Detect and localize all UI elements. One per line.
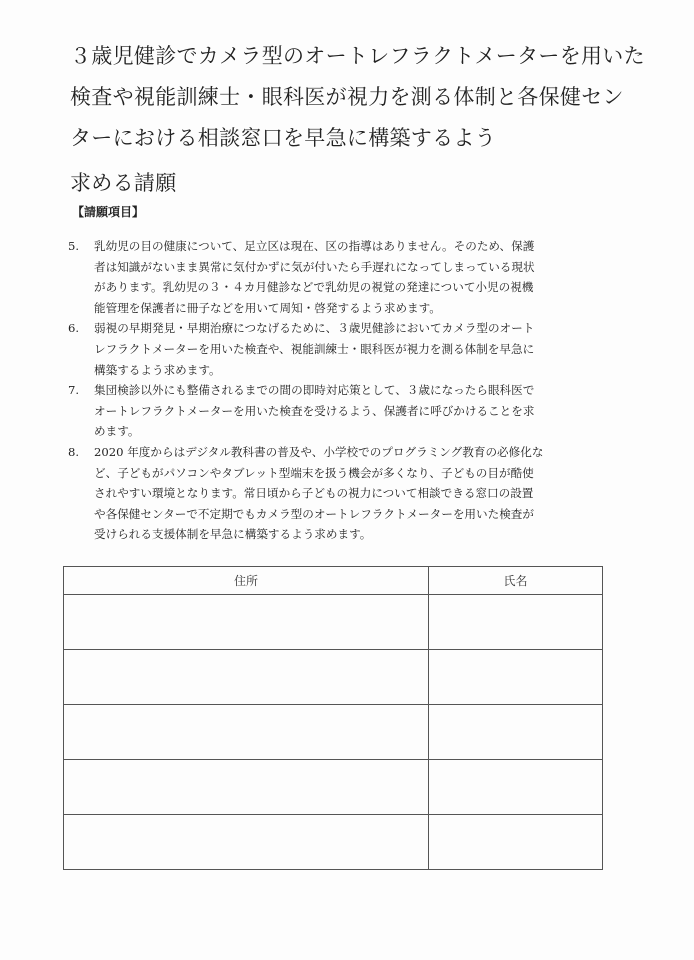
address-cell — [64, 760, 429, 815]
petition-items-list — [68, 236, 628, 545]
title-line: 検査や視能訓練士・眼科医が視力を測る体制と各保健セン — [70, 85, 624, 109]
item-number: 5. — [68, 239, 80, 253]
petition-title — [70, 36, 650, 204]
item-text-line: 構築するよう求めます。 — [94, 362, 221, 377]
address-cell — [64, 595, 429, 650]
name-cell — [428, 650, 602, 705]
petition-item-6 — [68, 318, 628, 380]
item-text-line: めます。 — [94, 424, 140, 439]
signature-row — [64, 760, 603, 815]
signature-row — [64, 650, 603, 705]
item-text-line: 集団検診以外にも整備されるまでの間の即時対応策として、３歳になったら眼科医で — [94, 383, 535, 398]
signature-table-header — [64, 567, 603, 595]
item-text-line: 能管理を保護者に冊子などを用いて周知・啓発するよう求めます。 — [94, 300, 441, 315]
petition-item-5 — [68, 236, 628, 318]
section-label: 【請願項目】 — [72, 205, 145, 219]
item-text-line: オートレフラクトメーターを用いた検査を受けるよう、保護者に呼びかけることを求 — [94, 403, 535, 418]
item-number: 8. — [68, 444, 80, 459]
title-line: ターにおける相談窓口を早急に構築するよう — [70, 126, 496, 150]
name-cell — [428, 595, 602, 650]
item-text-line: 2020 年度からはデジタル教科書の普及や、小学校でのプログラミング教育の必修化な — [94, 444, 544, 459]
address-cell — [64, 815, 429, 870]
item-text-line: 弱視の早期発見・早期治療につなげるために、３歳児健診においてカメラ型のオート — [94, 321, 535, 336]
signature-row — [64, 595, 603, 650]
address-header: 住所 — [64, 567, 429, 595]
petition-item-7 — [68, 380, 628, 442]
item-text-line: があります。乳幼児の３・４カ月健診などで乳幼児の視覚の発達について小児の視機 — [94, 280, 534, 295]
name-cell — [428, 760, 602, 815]
item-number: 7. — [68, 383, 80, 398]
signature-table — [63, 566, 603, 870]
petition-item-8 — [68, 442, 628, 545]
item-text-line: 受けられる支援体制を早急に構築するよう求めます。 — [94, 527, 372, 542]
item-number: 6. — [68, 321, 80, 336]
name-cell — [428, 815, 602, 870]
item-text-line: や各保健センターで不定期でもカメラ型のオートレフラクトメーターを用いた検査が — [94, 506, 534, 521]
item-text-line: されやすい環境となります。常日頃から子どもの視力について相談できる窓口の設置 — [94, 486, 534, 501]
name-cell — [428, 705, 602, 760]
address-cell — [64, 705, 429, 760]
signature-row — [64, 815, 603, 870]
name-header: 氏名 — [428, 567, 602, 595]
item-text-line: 者は知識がないまま異常に気付かずに気が付いたら手遅れになってしまっている現状 — [94, 259, 535, 274]
title-line: 求める請願 — [70, 171, 177, 195]
address-cell — [64, 650, 429, 705]
signature-row — [64, 705, 603, 760]
item-text-line: レフラクトメーターを用いた検査や、視能訓練士・眼科医が視力を測る体制を早急に — [94, 341, 535, 356]
item-text-line: ど、子どもがパソコンやタブレット型端末を扱う機会が多くなり、子どもの目が酷使 — [94, 465, 534, 480]
item-text-line: 乳幼児の目の健康について、足立区は現在、区の指導はありません。そのため、保護 — [94, 239, 535, 253]
title-line: ３歳児健診でカメラ型のオートレフラクトメーターを用いた — [70, 44, 645, 68]
